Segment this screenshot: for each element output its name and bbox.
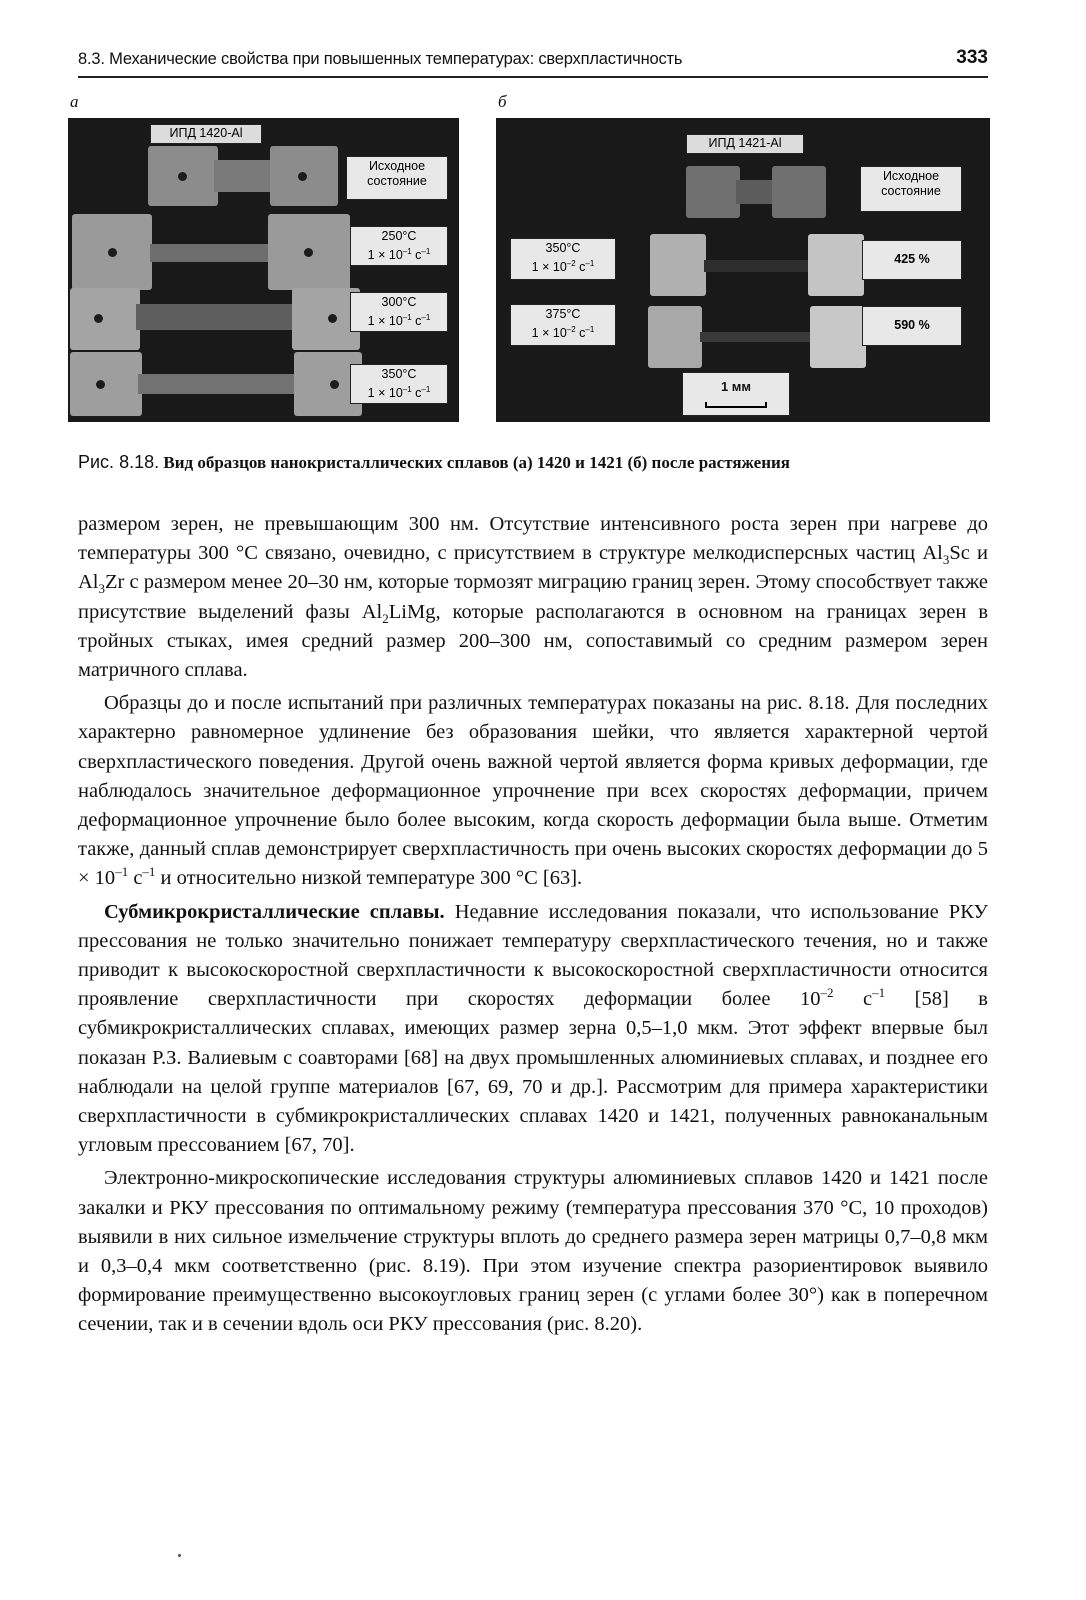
specimen-initial-a (148, 146, 338, 206)
running-header (78, 46, 988, 78)
panel-letter-b: б (498, 92, 507, 111)
specimen-250-a (72, 214, 350, 290)
label-elongation-590: 590 % (862, 306, 962, 346)
figure-caption (78, 452, 988, 473)
caption-label: Рис. 8.18. (78, 452, 160, 472)
specimen-350-a (70, 352, 362, 416)
label-350-b: 350°C $1 \times 10^{-2}$ $c^{-1}$ (510, 238, 616, 280)
label-250-a: 250°C $1 \times 10^{-1}$ $c^{-1}$ (350, 226, 448, 266)
paragraph-3: Субмикрокристаллические сплавы. Недавние исследования показали, что использование РКУ прессования не только значительно понижает температуру сверхпластического течения, но и также приводит к высокоскоростной сверхпластичности к высокоскоростной сверхпластичности относится проявление сверхпластичности при скоростях деформации более $10^{-2}$ $с^{-1}$ [58] в субмикрокристаллических сплавах, имеющих размер зерна 0,5–1,0 мкм. Этот эффект впервые был показан Р.З. Валиевым с соавторами [68] на двух промышленных алюминиевых сплавах, и позднее его наблюдали на целой группе материалов [67, 69, 70 и др.]. Рассмотрим для примера характеристики сверхпластичности в субмикрокристаллических сплавах 1420 и 1421, полученных равноканальным угловым прессованием [67, 70]. (78, 900, 988, 1157)
paragraph-2: Образцы до и после испытаний при различных температурах показаны на рис. 8.18. Для последних характерно равномерное удлинение без образования шейки, что является характерной чертой сверхпластического поведения. Другой очень важной чертой является форма кривых деформации, где наблюдалось значительное деформационное упрочнение при всех скоростях деформации, причем деформационное упрочнение было более высоким, когда скорость деформации была выше. Отметим также, данный сплав демонстрирует сверхпластичность при очень высоких скоростях деформации до $5 \times 10^{-1}$ $с^{-1}$ и относительно низкой температуре 300 °С [63]. (78, 692, 988, 890)
specimen-350-b (650, 234, 864, 296)
label-elongation-425: 425 % (862, 240, 962, 280)
specimen-375-b (648, 306, 866, 368)
figure-photo-a (68, 118, 459, 422)
label-300-a: 300°C $1 \times 10^{-1}$ $c^{-1}$ (350, 292, 448, 332)
paragraph-4: Электронно-микроскопические исследования структуры алюминиевых сплавов 1420 и 1421 после закалки и РКУ прессования по оптимальному режиму (температура прессования 370 °С, 10 проходов) выявили в них сильное измельчение структуры вплоть до среднего размера зерен матрицы 0,7–0,8 мкм и 0,3–0,4 мкм соответственно (рис. 8.19). При этом изучение спектра разориентировок выявило формирование преимущественно высокоугловых границ зерен (с углами более 30°) как в поперечном сечении, так и в сечении вдоль оси РКУ прессования (рис. 8.20). (78, 1167, 988, 1336)
section-title: 8.3. Механические свойства при повышенных температурах: сверхпластичность (78, 50, 683, 68)
specimen-300-a (70, 284, 360, 354)
label-375-b: 375°C $1 \times 10^{-2}$ $c^{-1}$ (510, 304, 616, 346)
label-initial-b: Исходное состояние (860, 166, 962, 212)
scale-bar: 1 мм (682, 372, 790, 416)
specimen-initial-b (686, 166, 826, 218)
page-number: 333 (956, 47, 988, 68)
caption-text: Вид образцов нанокристаллических сплавов (а) 1420 и 1421 (б) после растяжения (163, 453, 790, 472)
body-text (78, 510, 988, 1344)
figure-photo-b (496, 118, 990, 422)
scan-dot (178, 1554, 181, 1557)
label-initial-a: Исходное состояние (346, 156, 448, 200)
panel-b-title: ИПД 1421-Al (686, 134, 804, 154)
panel-a-title: ИПД 1420-Al (150, 124, 262, 144)
scale-bar-line (705, 402, 767, 408)
label-350-a: 350°C $1 \times 10^{-1}$ $c^{-1}$ (350, 364, 448, 404)
paragraph-1: размером зерен, не превышающим 300 нм. Отсутствие интенсивного роста зерен при нагреве до температуры 300 °С связано, очевидно, с присутствием в структуре мелкодисперсных частиц $Al_3Sc$ и $Al_3Zr$ с размером менее 20–30 нм, которые тормозят миграцию границ зерен. Этому способствует также присутствие выделений фазы $Al_2LiMg$, которые располагаются в основном на границах зерен в тройных стыках, имея средний размер 200–300 нм, сопоставимый со средним размером зерен матричного сплава. (78, 513, 989, 682)
paragraph-3-lead: Субмикрокристаллические сплавы. (104, 900, 445, 923)
panel-letter-a: а (70, 92, 79, 111)
